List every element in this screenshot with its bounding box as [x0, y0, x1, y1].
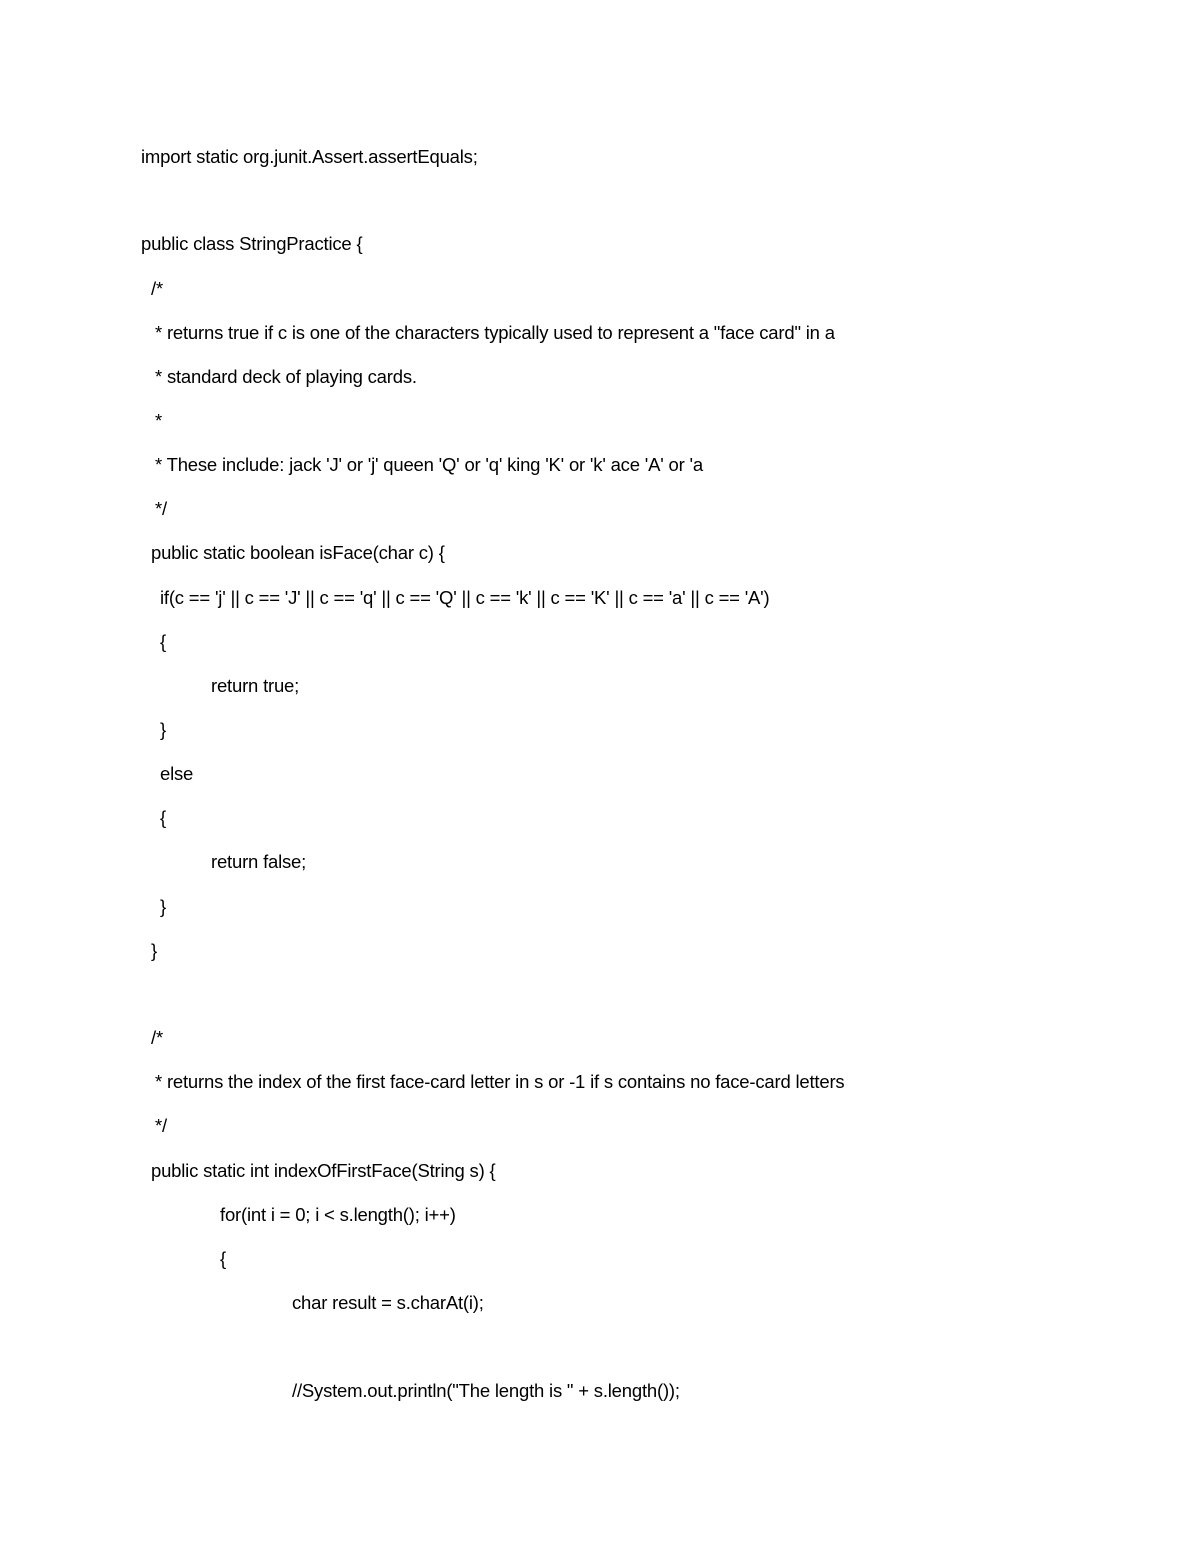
- code-line-comment-close: */: [155, 1115, 167, 1136]
- code-line-comment: *: [155, 410, 162, 431]
- code-line-brace: }: [160, 719, 166, 740]
- code-line-brace: {: [160, 807, 166, 828]
- code-line-comment-open: /*: [151, 278, 163, 299]
- code-line-commented-println: //System.out.println("The length is " + s.length());: [292, 1380, 680, 1401]
- code-line-else: else: [160, 763, 194, 784]
- code-line-comment: * standard deck of playing cards.: [155, 366, 417, 387]
- code-line-brace: }: [160, 896, 166, 917]
- code-line-method-indexoffirstface: public static int indexOfFirstFace(String s) {: [151, 1160, 496, 1181]
- code-line-comment: * These include: jack 'J' or 'j' queen 'Q' or 'q' king 'K' or 'k' ace 'A' or 'a: [155, 454, 703, 475]
- code-line-comment-open: /*: [151, 1027, 163, 1048]
- code-line-comment: * returns the index of the first face-card letter in s or -1 if s contains no face-card letters: [155, 1071, 845, 1092]
- code-line-for-loop: for(int i = 0; i < s.length(); i++): [220, 1204, 456, 1225]
- code-line-comment: * returns true if c is one of the characters typically used to represent a "face card" in a: [155, 322, 835, 343]
- code-line-comment-close: */: [155, 498, 167, 519]
- code-line-brace: {: [220, 1248, 226, 1269]
- code-line-brace: {: [160, 631, 166, 652]
- code-line-char-result: char result = s.charAt(i);: [292, 1292, 484, 1313]
- code-line-if-condition: if(c == 'j' || c == 'J' || c == 'q' || c == 'Q' || c == 'k' || c == 'K' || c == 'a' || c == 'A'): [160, 587, 770, 608]
- code-line-class-declaration: public class StringPractice {: [141, 233, 363, 254]
- code-line-method-isface: public static boolean isFace(char c) {: [151, 542, 445, 563]
- code-line-import: import static org.junit.Assert.assertEquals;: [141, 146, 478, 167]
- code-line-return-false: return false;: [211, 851, 307, 872]
- code-line-brace: }: [151, 940, 157, 961]
- code-line-return-true: return true;: [211, 675, 300, 696]
